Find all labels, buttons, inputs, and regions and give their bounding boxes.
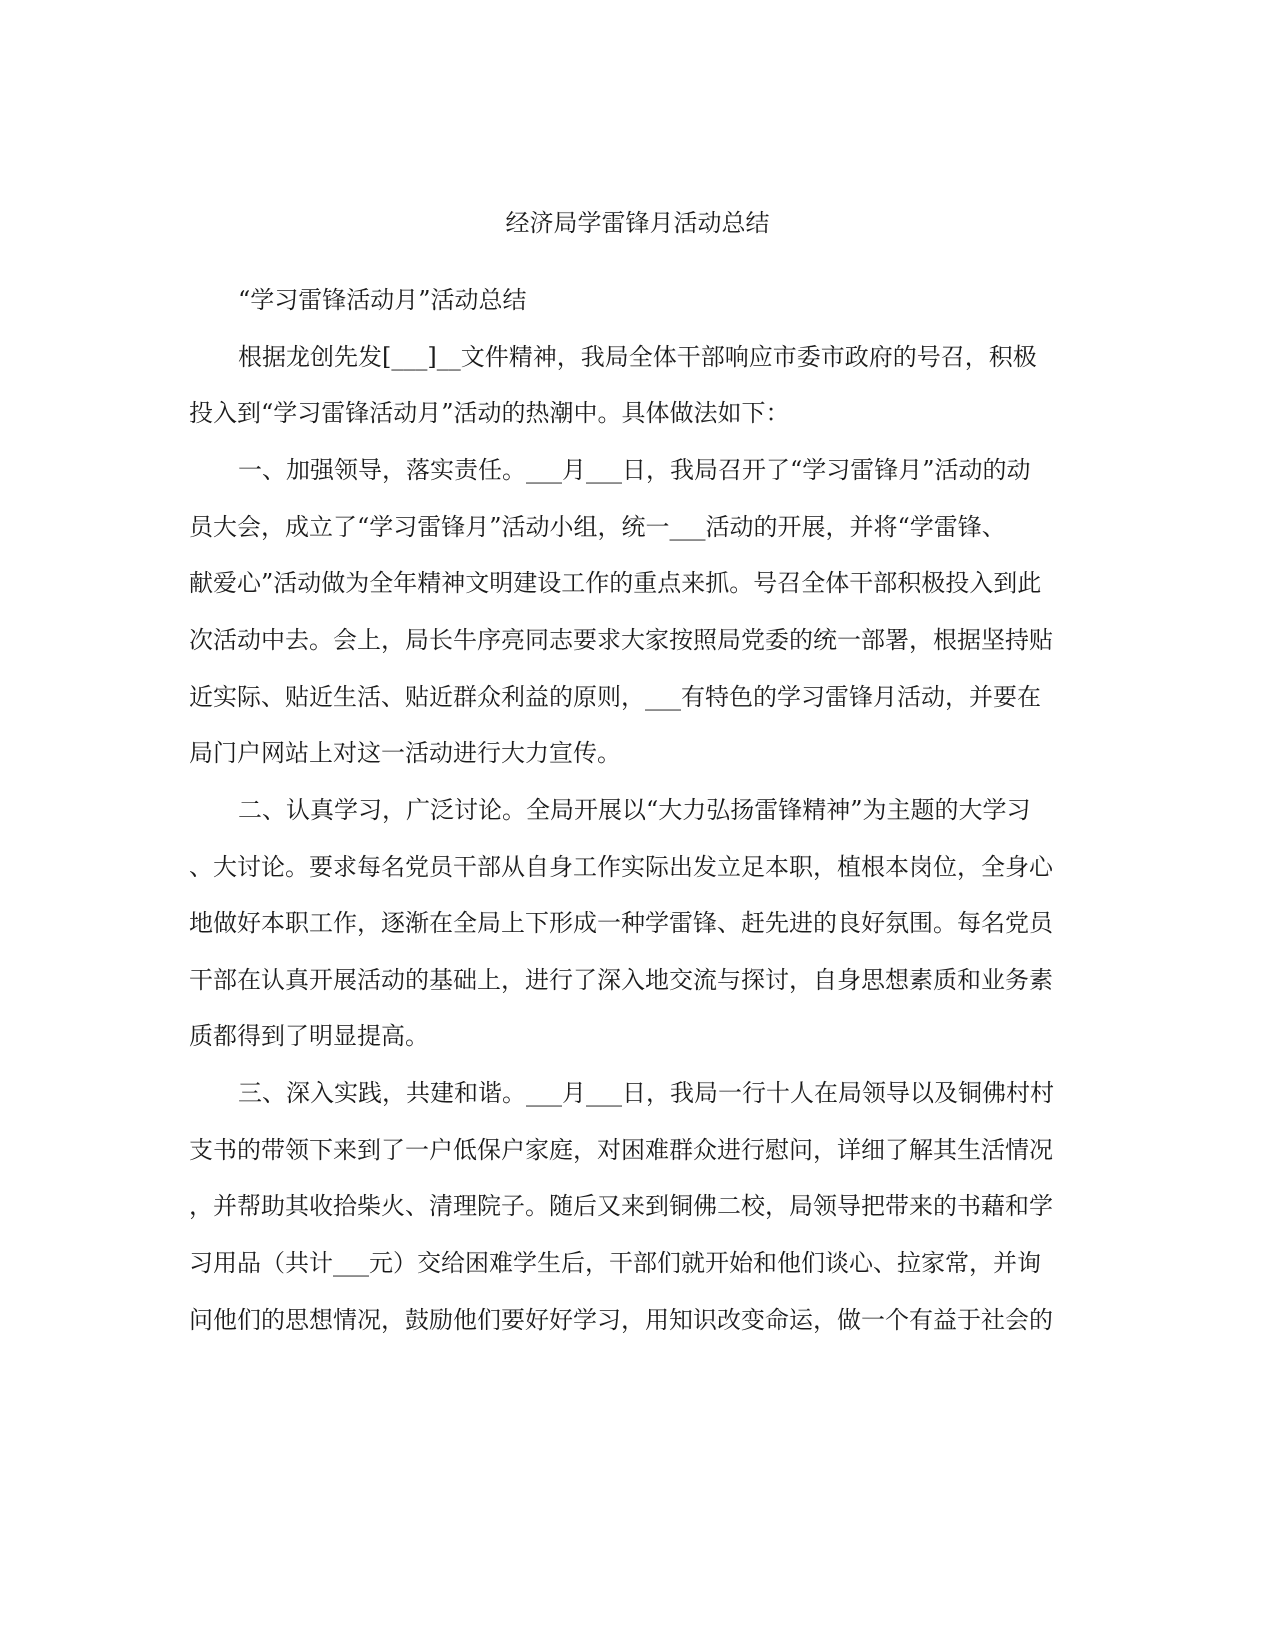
paragraph-2-line-2: 员大会，成立了“学习雷锋月”活动小组，统一___活动的开展，并将“学雷锋、 — [189, 513, 1006, 541]
paragraph-1-line-1: 根据龙创先发[___]__文件精神，我局全体干部响应市委市政府的号召，积极 — [238, 343, 1037, 371]
paragraph-3-line-2: 、大讨论。要求每名党员干部从自身工作实际出发立足本职，植根本岗位，全身心 — [189, 853, 1053, 881]
document-title: 经济局学雷锋月活动总结 — [505, 209, 770, 237]
paragraph-2-line-5: 近实际、贴近生活、贴近群众利益的原则，___有特色的学习雷锋月活动，并要在 — [189, 683, 1041, 711]
paragraph-2-line-6: 局门户网站上对这一活动进行大力宣传。 — [189, 739, 621, 767]
paragraph-4-line-2: 支书的带领下来到了一户低保户家庭，对困难群众进行慰问，详细了解其生活情况 — [189, 1136, 1053, 1164]
paragraph-3-line-3: 地做好本职工作，逐渐在全局上下形成一种学雷锋、赶先进的良好氛围。每名党员 — [189, 909, 1053, 937]
paragraph-2-line-4: 次活动中去。会上，局长牛序亮同志要求大家按照局党委的统一部署，根据坚持贴 — [189, 626, 1053, 654]
paragraph-4-line-5: 问他们的思想情况，鼓励他们要好好学习，用知识改变命运，做一个有益于社会的 — [189, 1306, 1053, 1334]
document-subheading: “学习雷锋活动月”活动总结 — [238, 286, 527, 314]
paragraph-3-line-1: 二、认真学习，广泛讨论。全局开展以“大力弘扬雷锋精神”为主题的大学习 — [238, 796, 1031, 824]
paragraph-2-line-1: 一、加强领导，落实责任。___月___日，我局召开了“学习雷锋月”活动的动 — [238, 456, 1031, 484]
paragraph-4-line-1: 三、深入实践，共建和谐。___月___日，我局一行十人在局领导以及铜佛村村 — [238, 1079, 1054, 1107]
paragraph-4-line-3: ，并帮助其收拾柴火、清理院子。随后又来到铜佛二校，局领导把带来的书藉和学 — [189, 1192, 1053, 1220]
paragraph-3-line-5: 质都得到了明显提高。 — [189, 1022, 429, 1050]
paragraph-4-line-4: 习用品（共计___元）交给困难学生后，干部们就开始和他们谈心、拉家常，并询 — [189, 1249, 1041, 1277]
paragraph-3-line-4: 干部在认真开展活动的基础上，进行了深入地交流与探讨，自身思想素质和业务素 — [189, 966, 1053, 994]
paragraph-1-line-2: 投入到“学习雷锋活动月”活动的热潮中。具体做法如下： — [189, 399, 790, 427]
paragraph-2-line-3: 献爱心”活动做为全年精神文明建设工作的重点来抓。号召全体干部积极投入到此 — [189, 569, 1042, 597]
